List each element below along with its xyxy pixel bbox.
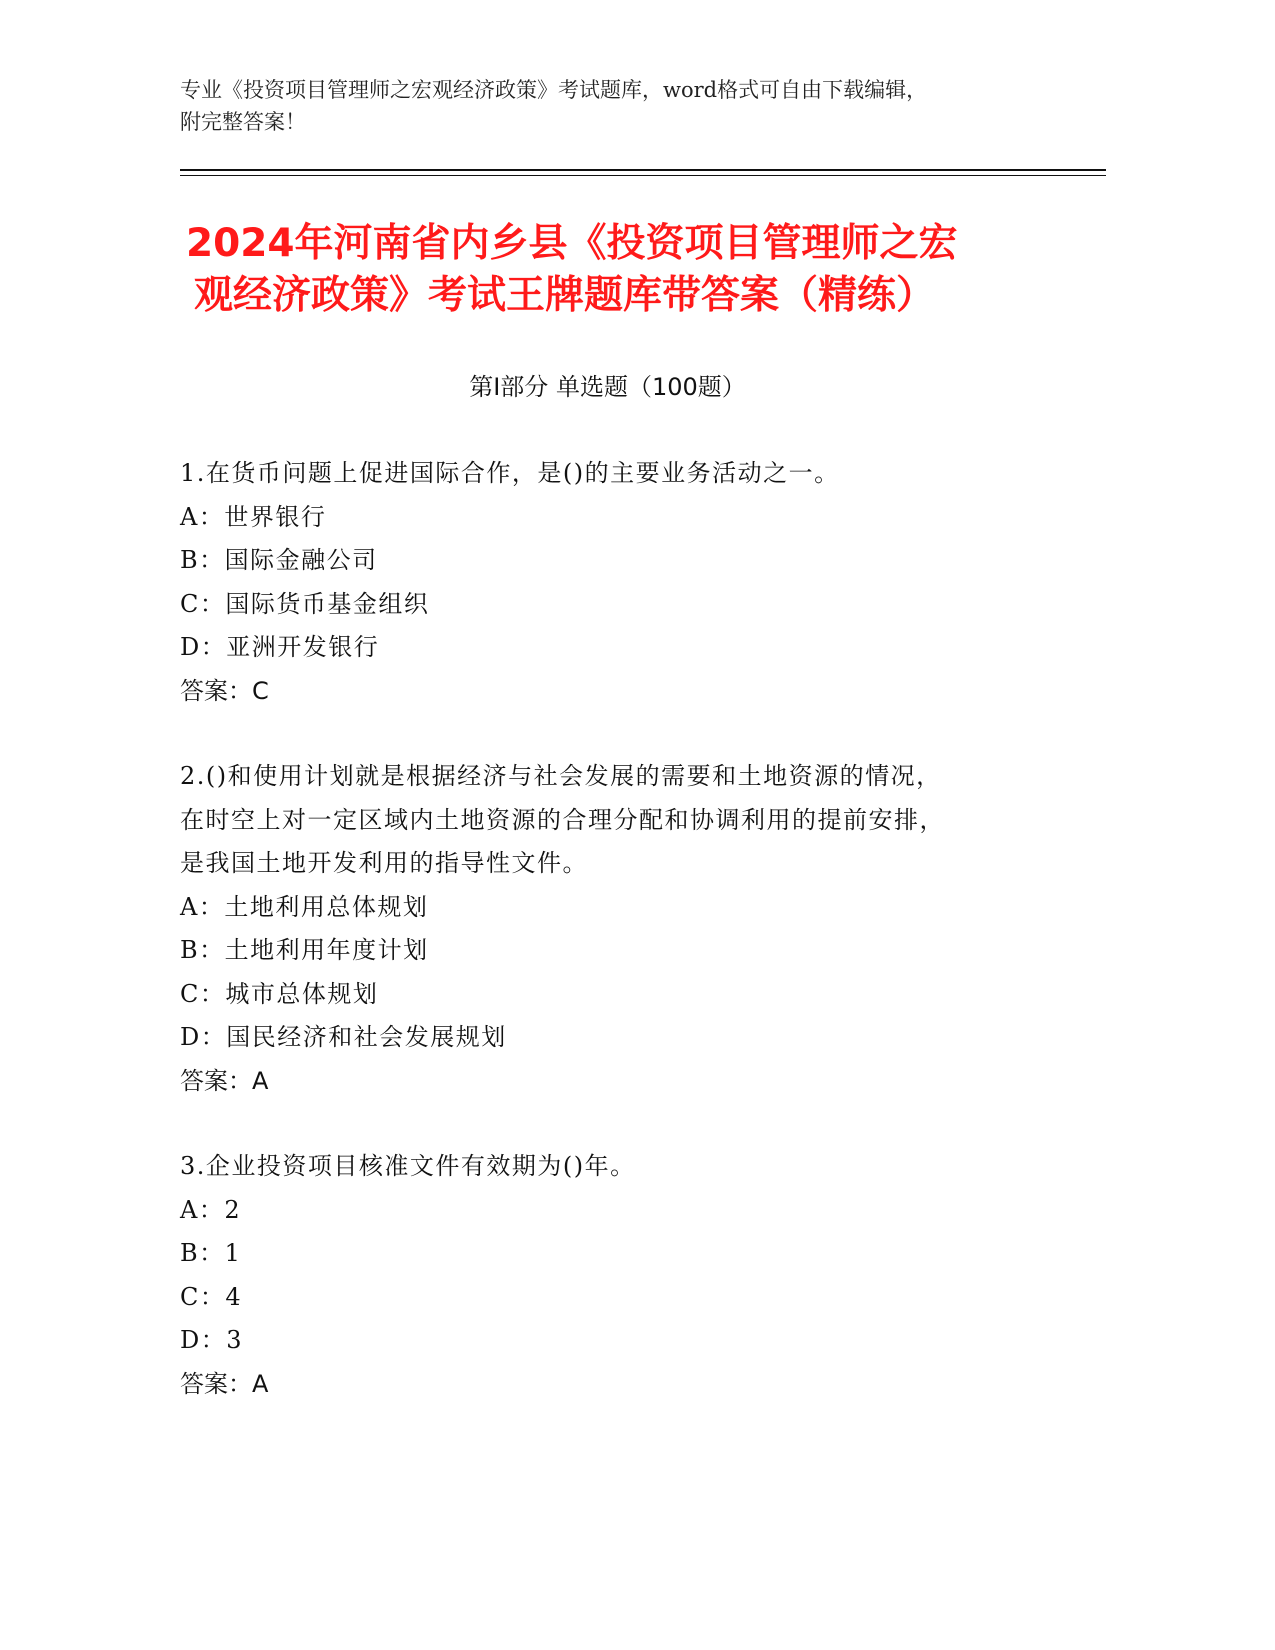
question-2-option-a	[180, 886, 1060, 930]
option-key: D：	[180, 1023, 227, 1051]
question-1-option-b	[180, 539, 1060, 583]
document-title	[186, 218, 1086, 322]
option-key: A：	[180, 502, 225, 531]
question-3-text: 3.企业投资项目核准文件有效期为()年。	[180, 1152, 636, 1180]
option-text: 城市总体规划	[225, 979, 379, 1008]
question-2-option-b	[180, 929, 1060, 973]
question-3-option-b	[180, 1232, 1060, 1276]
question-2-text-line-1: 2.()和使用计划就是根据经济与社会发展的需要和土地资源的情况，	[180, 762, 942, 790]
question-1-text: 1.在货币问题上促进国际合作，是()的主要业务活动之一。	[180, 459, 840, 487]
option-text: 2	[224, 1195, 242, 1224]
question-1	[180, 452, 1060, 713]
option-key: D：	[180, 633, 227, 661]
question-list	[180, 452, 1060, 1448]
question-3	[180, 1145, 1060, 1406]
document-title-line-2: 观经济政策》考试王牌题库带答案（精练）	[194, 273, 936, 318]
header-note-line-1: 专业《投资项目管理师之宏观经济政策》考试题库，word格式可自由下载编辑，	[180, 78, 928, 102]
header-note-line-2: 附完整答案！	[180, 110, 306, 134]
option-text: 3	[226, 1326, 244, 1354]
option-key: C：	[180, 1282, 226, 1311]
option-key: A：	[180, 1195, 225, 1224]
question-3-option-d	[180, 1319, 1060, 1363]
option-text: 国民经济和社会发展规划	[226, 1023, 507, 1051]
option-key: D：	[180, 1326, 227, 1354]
option-key: B：	[180, 546, 225, 574]
question-1-option-c	[180, 583, 1060, 627]
option-key: B：	[180, 1239, 225, 1267]
option-key: A：	[180, 892, 225, 921]
header-rule-thick	[180, 169, 1106, 171]
question-1-answer: 答案：C	[180, 676, 269, 705]
question-1-option-d	[180, 626, 1060, 670]
section-heading: 第I部分 单选题（100题）	[469, 373, 746, 401]
header-rule-thin	[180, 175, 1106, 176]
question-3-option-c	[180, 1276, 1060, 1320]
question-2-text-line-2: 在时空上对一定区域内土地资源的合理分配和协调利用的提前安排，	[180, 805, 945, 834]
question-3-answer: 答案：A	[180, 1369, 269, 1398]
document-title-line-1: 2024年河南省内乡县《投资项目管理师之宏	[186, 221, 958, 266]
option-text: 1	[224, 1239, 242, 1267]
option-key: B：	[180, 936, 225, 964]
question-2-answer: 答案：A	[180, 1066, 269, 1095]
question-2-option-c	[180, 973, 1060, 1017]
option-text: 土地利用总体规划	[224, 892, 429, 921]
header-note	[180, 74, 1080, 138]
question-3-option-a	[180, 1189, 1060, 1233]
option-text: 世界银行	[224, 502, 327, 531]
option-text: 4	[225, 1282, 243, 1311]
question-1-option-a	[180, 496, 1060, 540]
option-text: 土地利用年度计划	[224, 936, 429, 964]
option-key: C：	[180, 589, 226, 618]
question-2-option-d	[180, 1016, 1060, 1060]
question-2-text-line-3: 是我国土地开发利用的指导性文件。	[180, 849, 588, 877]
question-2	[180, 755, 1060, 1103]
option-text: 国际金融公司	[224, 546, 378, 574]
option-text: 亚洲开发银行	[226, 633, 380, 661]
option-text: 国际货币基金组织	[225, 589, 430, 618]
option-key: C：	[180, 979, 226, 1008]
